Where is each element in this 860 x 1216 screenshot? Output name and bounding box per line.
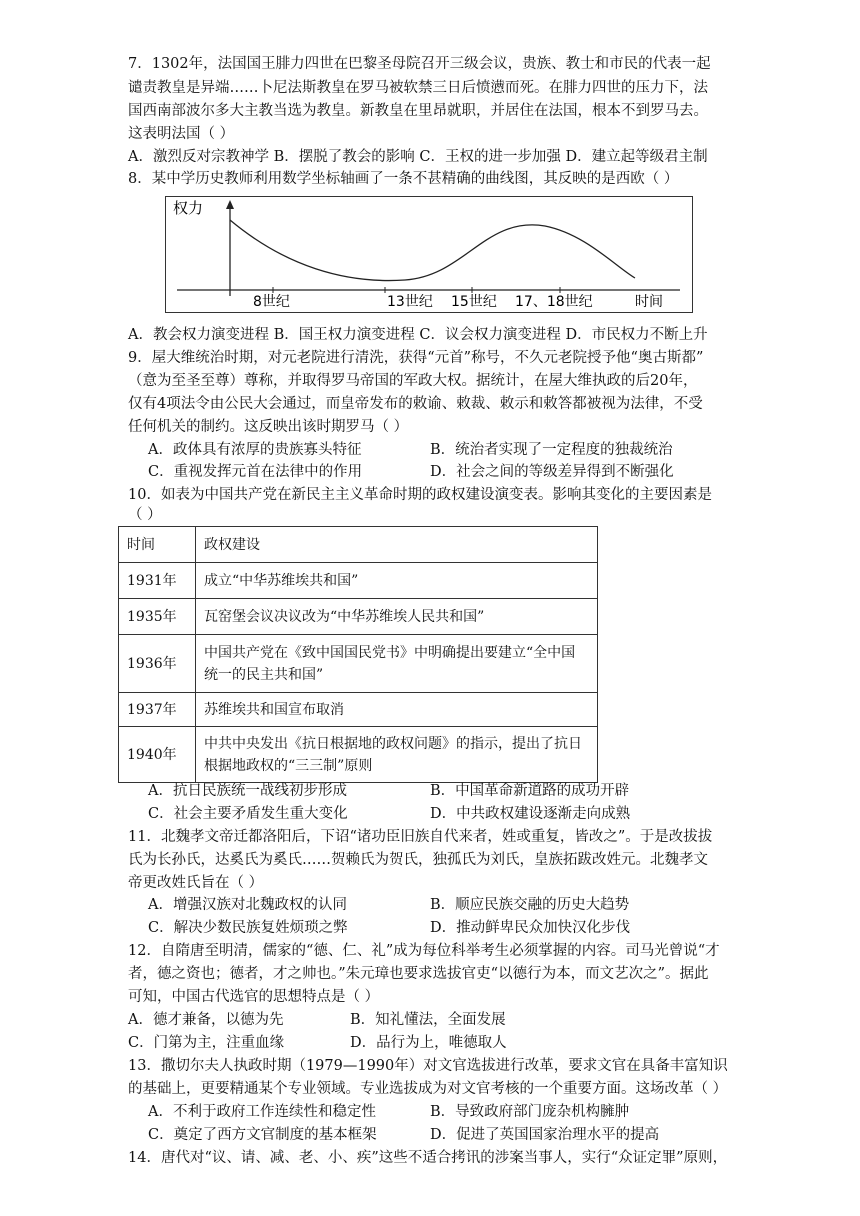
tick-label-17-18: 17、18世纪 — [515, 294, 593, 310]
q11-option-b: B．顺应民族交融的历史大趋势 — [430, 897, 630, 913]
q13-options-row-2 — [148, 1124, 733, 1146]
q9-option-a: A．政体具有浓厚的贵族寡头特征 — [148, 442, 362, 458]
q12-option-d: D．品行为上，唯德取人 — [350, 1035, 507, 1051]
q13-option-c: C．奠定了西方文官制度的基本框架 — [148, 1127, 377, 1143]
q11-line-3: 帝更改姓氏旨在（ ） — [128, 875, 264, 891]
q9-line-4: 任何机关的制约。这反映出该时期罗马（ ） — [128, 419, 409, 435]
q11-options-row-2 — [148, 917, 733, 939]
q13-option-d: D．促进了英国国家治理水平的提高 — [430, 1127, 660, 1143]
q7-line-1: 7．1302年，法国国王腓力四世在巴黎圣母院召开三级会议，贵族、教士和市民的代表一起 — [128, 56, 711, 72]
table-row — [119, 563, 598, 599]
q13-option-a: A．不利于政府工作连续性和稳定性 — [148, 1104, 376, 1120]
q8-chart — [165, 196, 693, 313]
table-header-content: 政权建设 — [196, 527, 598, 563]
tick-label-8: 8世纪 — [253, 294, 290, 310]
q11-option-d: D．推动鲜卑民众加快汉化步伐 — [430, 920, 631, 936]
table-header-row — [119, 527, 598, 563]
tick-label-15: 15世纪 — [451, 294, 497, 310]
q9-line-3: 仅有4项法令由公民大会通过，而皇帝发布的敕谕、敕裁、敕示和敕答都被视为法律，不受 — [128, 396, 703, 412]
table-row — [119, 693, 598, 727]
q9-option-b: B．统治者实现了一定程度的独裁统治 — [430, 442, 673, 458]
q8-stem: 8．某中学历史教师利用数学坐标轴画了一条不甚精确的曲线图，其反映的是西欧（ ） — [128, 171, 679, 187]
q12-option-a: A．德才兼备，以德为先 — [128, 1012, 284, 1028]
q12-line-3: 可知，中国古代选官的思想特点是（ ） — [128, 989, 380, 1005]
table-row — [119, 727, 598, 783]
q12-line-2: 者，德之资也；德者，才之帅也。”朱元璋也要求选拔官吏“以德行为本，而文艺次之”。据此 — [128, 966, 709, 982]
q9-options-row-2 — [148, 461, 733, 483]
table-cell-event: 瓦窑堡会议决议改为“中华苏维埃人民共和国” — [196, 599, 598, 635]
q7-options: A．激烈反对宗教神学 B．摆脱了教会的影响 C．王权的进一步加强 D．建立起等级君主制 — [128, 149, 708, 165]
q13-line-1: 13．撒切尔夫人执政时期（1979—1990年）对文官选拔进行改革，要求文官在具备丰富知识 — [128, 1058, 728, 1074]
table-cell-year: 1940年 — [119, 727, 196, 783]
q7-line-2: 谴责教皇是异端……卜尼法斯教皇在罗马被软禁三日后愤懑而死。在腓力四世的压力下，法 — [128, 80, 708, 96]
q12-options-row-2 — [128, 1032, 713, 1054]
q12-options-row-1 — [128, 1009, 713, 1031]
q12-line-1: 12．自隋唐至明清，儒家的“德、仁、礼”成为每位科举考生必须掌握的内容。司马光曾说“才 — [128, 943, 720, 959]
table-row — [119, 635, 598, 693]
q10-line-1: 10．如表为中国共产党在新民主主义革命时期的政权建设演变表。影响其变化的主要因素是 — [128, 487, 712, 503]
q7-line-3: 国西南部波尔多大主教当选为教皇。新教皇在里昂就职，并居住在法国，根本不到罗马去。 — [128, 103, 708, 119]
q9-option-d: D．社会之间的等级差异得到不断强化 — [430, 464, 674, 480]
q11-line-1: 11．北魏孝文帝迁都洛阳后，下诏“诸功臣旧族自代来者，姓或重复，皆改之”。于是改拔拔 — [128, 829, 713, 845]
table-cell-event: 中共中央发出《抗日根据地的政权问题》的指示，提出了抗日根据地政权的“三三制”原则 — [196, 727, 598, 783]
table-cell-event: 成立“中华苏维埃共和国” — [196, 563, 598, 599]
q10-line-2: （ ） — [128, 507, 162, 523]
y-axis-label: 权力 — [173, 199, 204, 217]
table-cell-year: 1931年 — [119, 563, 196, 599]
q11-line-2: 氏为长孙氏，达奚氏为奚氏……贺赖氏为贺氏，独孤氏为刘氏，皇族拓跋改姓元。北魏孝文 — [128, 852, 708, 868]
q10-options-row-2 — [148, 803, 733, 825]
table-cell-event: 苏维埃共和国宣布取消 — [196, 693, 598, 727]
q13-line-2: 的基础上，更要精通某个专业领域。专业选拔成为对文官考核的一个重要方面。这场改革（ ） — [128, 1081, 728, 1097]
tick-label-13: 13世纪 — [387, 294, 433, 310]
q10-option-a: A．抗日民族统一战线初步形成 — [148, 783, 347, 799]
q10-table — [118, 526, 598, 783]
q8-options: A．教会权力演变进程 B．国王权力演变进程 C．议会权力演变进程 D．市民权力不断上升 — [128, 327, 708, 343]
x-axis-label: 时间 — [635, 294, 663, 310]
q7-line-4: 这表明法国（ ） — [128, 126, 235, 142]
q14-line-1: 14．唐代对“议、请、减、老、小、疾”这些不适合拷讯的涉案当事人，实行“众证定罪”原则， — [128, 1150, 728, 1166]
table-row — [119, 599, 598, 635]
q12-option-b: B．知礼懂法，全面发展 — [350, 1012, 506, 1028]
q10-options-row-1 — [148, 780, 733, 802]
table-header-time: 时间 — [119, 527, 196, 563]
q10-option-d: D．中共政权建设逐渐走向成熟 — [430, 806, 631, 822]
table-cell-year: 1935年 — [119, 599, 196, 635]
table-cell-event: 中国共产党在《致中国国民党书》中明确提出要建立“全中国统一的民主共和国” — [196, 635, 598, 693]
table-cell-year: 1937年 — [119, 693, 196, 727]
q9-options-row-1 — [148, 439, 733, 461]
q11-option-a: A．增强汉族对北魏政权的认同 — [148, 897, 347, 913]
q10-option-b: B．中国革命新道路的成功开辟 — [430, 783, 630, 799]
q12-option-c: C．门第为主，注重血缘 — [128, 1035, 285, 1051]
table-cell-year: 1936年 — [119, 635, 196, 693]
q9-option-c: C．重视发挥元首在法律中的作用 — [148, 464, 363, 480]
q13-options-row-1 — [148, 1101, 733, 1123]
q11-options-row-1 — [148, 894, 733, 916]
q11-option-c: C．解决少数民族复姓烦琐之弊 — [148, 920, 348, 936]
q13-option-b: B．导致政府部门庞杂机构臃肿 — [430, 1104, 630, 1120]
q9-line-2: （意为至圣至尊）尊称，并取得罗马帝国的军政大权。据统计，在屋大维执政的后20年， — [128, 373, 698, 389]
q10-option-c: C．社会主要矛盾发生重大变化 — [148, 806, 348, 822]
q9-line-1: 9．屋大维统治时期，对元老院进行清洗，获得“元首”称号，不久元老院授予他“奥古斯都” — [128, 350, 704, 366]
